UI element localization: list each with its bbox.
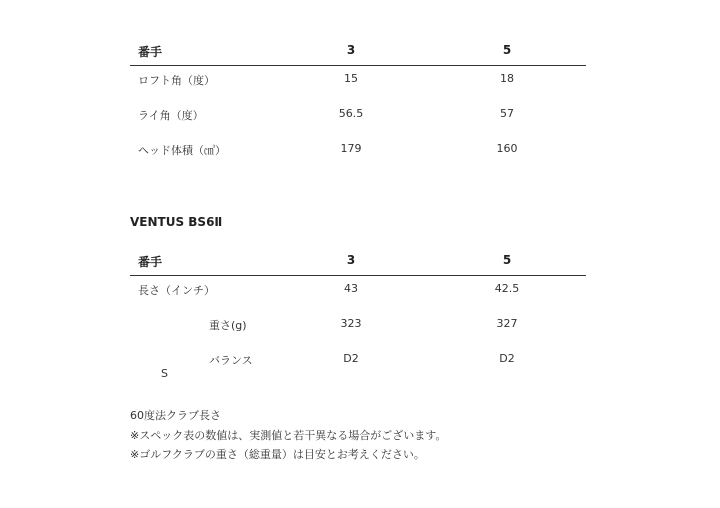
table-row-volume — [130, 136, 586, 171]
spec-notes — [130, 406, 446, 465]
cell-weight-3-text: 323 — [340, 317, 362, 330]
cell-length-3-text: 43 — [344, 282, 358, 295]
header-col-3-text: 3 — [346, 43, 356, 57]
flex-label-s: S — [161, 367, 168, 380]
cell-volume-3-text: 179 — [340, 142, 362, 155]
shaft-header-col-5-text: 5 — [502, 253, 512, 267]
head-spec-header-row — [130, 38, 586, 66]
note-weight-guideline: ※ゴルフクラブの重さ（総重量）は目安とお考えください。 — [130, 448, 425, 461]
cell-weight-5-text: 327 — [496, 317, 518, 330]
head-spec-table — [130, 38, 586, 171]
shaft-spec-header-row — [130, 248, 586, 276]
cell-lie-3-text: 56.5 — [338, 107, 364, 120]
cell-balance-3-text: D2 — [343, 352, 359, 365]
header-label-bante: 番手 — [138, 45, 163, 59]
row-label-balance: バランス — [209, 354, 253, 367]
row-label-loft: ロフト角（度） — [138, 74, 215, 87]
table-row-lie — [130, 101, 586, 136]
table-row-length — [130, 276, 586, 311]
cell-loft-3-text: 15 — [344, 72, 358, 85]
note-club-length: 60度法クラブ長さ — [130, 409, 221, 422]
shaft-spec-table — [130, 248, 586, 381]
row-label-lie: ライ角（度） — [138, 109, 204, 122]
cell-loft-5-text: 18 — [500, 72, 514, 85]
shaft-header-label-bante: 番手 — [138, 255, 163, 269]
cell-volume-5-text: 160 — [496, 142, 518, 155]
shaft-title: VENTUS BS6Ⅱ — [130, 215, 223, 229]
table-row-loft — [130, 66, 586, 101]
note-measured-values: ※スペック表の数値は、実測値と若干異なる場合がございます。 — [130, 428, 447, 442]
cell-balance-5-text: D2 — [499, 352, 515, 365]
row-label-volume: ヘッド体積（㎤） — [138, 144, 226, 157]
shaft-header-col-3-text: 3 — [346, 253, 356, 267]
cell-length-5-text: 42.5 — [494, 282, 520, 295]
cell-lie-5-text: 57 — [500, 107, 514, 120]
row-label-weight: 重さ(g) — [209, 319, 247, 332]
header-col-5-text: 5 — [502, 43, 512, 57]
table-group-flex-s — [130, 311, 586, 381]
row-label-length: 長さ（インチ） — [138, 284, 215, 297]
